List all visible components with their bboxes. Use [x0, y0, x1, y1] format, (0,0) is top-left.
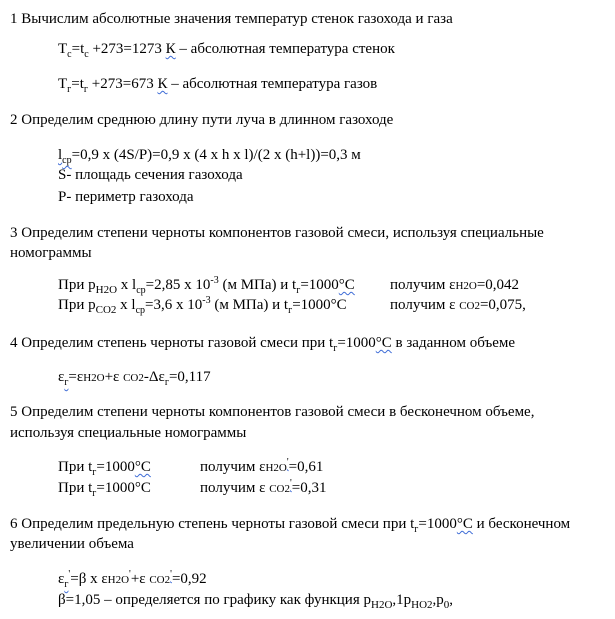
section-2-heading: 2 Определим среднюю длину пути луча в длинном газоходе	[10, 112, 394, 128]
h2o-infinite-condition: При $t_г=1000^\circ C$	[58, 459, 151, 478]
beta-definition: β=1,05 – определяется по графику как функция $p_{H2O},1p_{HO2},p_0$,	[58, 592, 454, 611]
h2o-emissivity-result: получим εH2O=0,042	[390, 277, 520, 293]
area-definition: S- площадь сечения газохода	[58, 167, 243, 183]
co2-infinite-condition: При $t_г=1000^\circ C$	[58, 480, 151, 499]
section-5-heading-line-2: используя специальные номограммы	[10, 425, 247, 441]
h2o-emissivity-line: При $p_{H2O}$ х $l_{ср}=2,85$ х $10^{-3}$ (м МПа) и $t_г=1000^\circ C$	[58, 275, 355, 296]
h2o-infinite-result: получим εH2O'=0,61	[200, 457, 324, 475]
limit-emissivity-formula: $\varepsilon_г'=\beta$ х εH2O'+ε CO2'=0,92	[58, 569, 207, 590]
wall-temperature-formula: $T_с=t_с +273=1273$ К – абсолютная температура стенок	[58, 41, 395, 60]
mixture-emissivity-formula: $\varepsilon_г=\varepsilon H2O+\varepsilon$ $CO2-\Delta\varepsilon_г=0,117$	[58, 369, 211, 388]
gas-temperature-formula: $T_г=t_г +273=673$ К – абсолютная температура газов	[58, 76, 378, 95]
section-3-heading-line-2: номограммы	[10, 245, 92, 261]
section-5-heading-line-1: 5 Определим степени черноты компонентов газовой смеси в бесконечном объеме,	[10, 404, 535, 420]
beam-length-formula: $l_{ср}=0,9$ х (4S/P)=0,9 х (4 х h х l)/(2 х (h+l))=0,3 м	[58, 147, 361, 166]
co2-emissivity-line: При $p_{CO2}$ х $l_{ср}=3,6$ х $10^{-3}$ (м МПа) и $t_г=1000^\circ C$	[58, 295, 347, 316]
section-1-heading: 1 Вычислим абсолютные значения температур стенок газохода и газа	[10, 11, 453, 27]
co2-infinite-result: получим ε CO2'=0,31	[200, 478, 327, 496]
section-3-heading-line-1: 3 Определим степени черноты компонентов газовой смеси, используя специальные	[10, 225, 544, 241]
section-6-heading-line-1: 6 Определим предельную степень черноты газовой смеси при $t_г=1000^\circ C$ и бесконечном	[10, 516, 571, 535]
co2-emissivity-result: получим ε CO2=0,075,	[390, 297, 526, 313]
section-6-heading-line-2: увеличении объема	[10, 536, 134, 552]
section-4-heading: 4 Определим степень черноты газовой смеси при $t_г=1000^\circ C$ в заданном объеме	[10, 335, 516, 354]
perimeter-definition: P- периметр газохода	[58, 189, 194, 205]
